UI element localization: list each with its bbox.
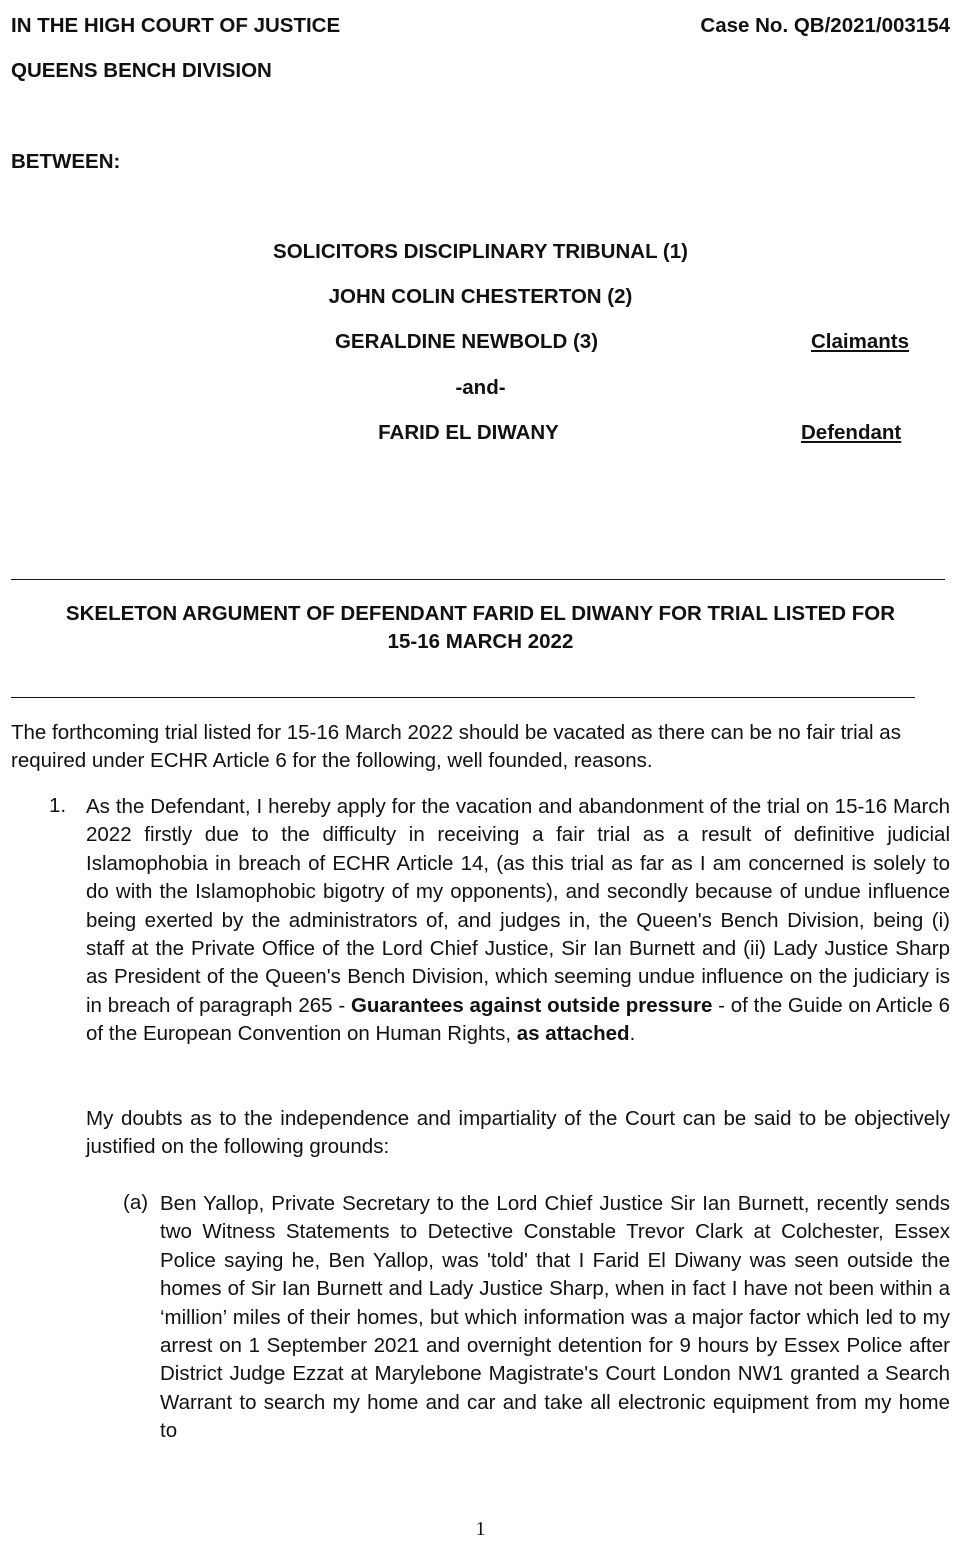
title-top-rule	[11, 579, 945, 580]
defendant-name: FARID EL DIWANY	[378, 421, 559, 444]
court-name-line-1: IN THE HIGH COURT OF JUSTICE	[11, 14, 341, 37]
paragraph-1-bold-heading: Guarantees against outside pressure	[350, 993, 713, 1017]
defendant-label: Defendant	[801, 421, 902, 444]
sub-paragraph-a: Ben Yallop, Private Secretary to the Lord Chief Justice Sir Ian Burnett, recently sends two Witness Statements to Detective Constable Trevor Clark at Colchester, Essex Police saying he, Ben Yallop, was 'told' that I Farid El Diwany was seen outside the homes of Sir Ian Burnett and Lady Justice Sharp, when in fact I have not been within a ‘million’ miles of their homes, but which information was a major factor which led to my arrest on 1 September 2021 and overnight detention for 9 hours by Essex Police after District Judge Ezzat at Marylebone Magistrate's Court London NW1 granted a Search Warrant to search my home and car and take all electronic equipment from my home to	[160, 1192, 950, 1443]
paragraph-1	[86, 793, 950, 1049]
paragraph-1-as-attached: as attached	[516, 1022, 630, 1046]
court-name-line-2: QUEENS BENCH DIVISION	[11, 59, 272, 82]
document-title-line-2: 15-16 MARCH 2022	[387, 630, 574, 653]
claimant-3: GERALDINE NEWBOLD (3)	[334, 330, 599, 353]
case-number: Case No. QB/2021/003154	[700, 14, 950, 37]
between-label: BETWEEN:	[11, 150, 121, 173]
paragraph-1-text-c: .	[629, 1022, 636, 1046]
paragraph-1-text-b: - of the Guide on Article 6 of the European Convention on Human Rights,	[86, 993, 950, 1046]
claimant-1: SOLICITORS DISCIPLINARY TRIBUNAL (1)	[273, 240, 688, 263]
page-number: 1	[475, 1518, 486, 1540]
intro-paragraph: The forthcoming trial listed for 15-16 March 2022 should be vacated as there can be no fair trial as required under ECHR Article 6 for the following, well founded, reasons.	[11, 721, 901, 772]
claimants-label: Claimants	[811, 330, 909, 353]
document-title	[0, 600, 961, 656]
and-label: -and-	[455, 376, 506, 399]
sub-paragraph-label: (a)	[123, 1191, 149, 1214]
document-title-line-1: SKELETON ARGUMENT OF DEFENDANT FARID EL DIWANY FOR TRIAL LISTED FOR	[65, 602, 896, 625]
paragraph-1-text-a: As the Defendant, I hereby apply for the vacation and abandonment of the trial on 15-16 March 2022 firstly due to the difficulty in receiving a fair trial as a result of definitive judicial Islamophobia in breach of ECHR Article 14, (as this trial as far as I am concerned is solely to do with the Islamophobic bigotry of my opponents), and secondly because of undue influence being exerted by the administrators of, and judges in, the Queen's Bench Division, being (i) staff at the Private Office of the Lord Chief Justice, Sir Ian Burnett and (ii) Lady Justice Sharp as President of the Queen's Bench Division, which seeming undue influence on the judiciary is in breach of paragraph 265 -	[86, 795, 950, 1017]
doubts-paragraph: My doubts as to the independence and impartiality of the Court can be said to be objectively justified on the following grounds:	[86, 1107, 950, 1159]
claimant-2: JOHN COLIN CHESTERTON (2)	[328, 285, 633, 308]
title-bottom-rule	[11, 697, 915, 698]
paragraph-number: 1.	[49, 794, 67, 817]
